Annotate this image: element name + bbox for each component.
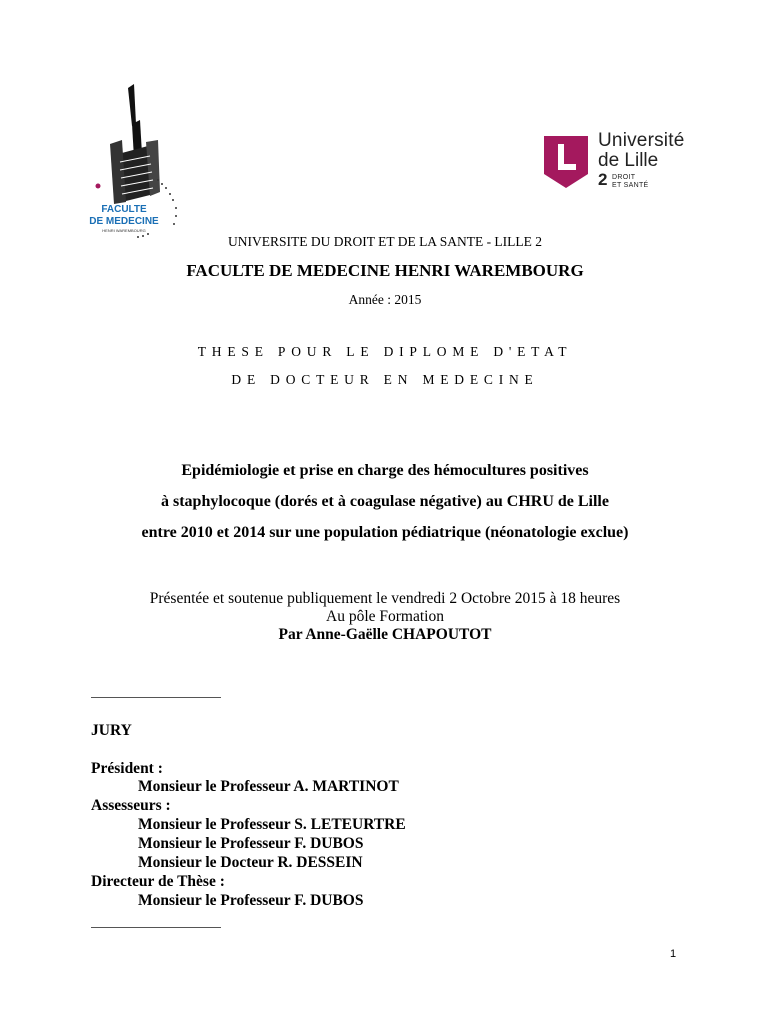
university-name-line2: de Lille <box>598 150 659 171</box>
year-label: Année : 2015 <box>348 292 422 307</box>
svg-text:FACULTE: FACULTE <box>101 204 147 215</box>
jury-heading: JURY <box>91 722 132 739</box>
separator-top <box>91 697 221 698</box>
page-number: 1 <box>670 948 677 960</box>
presentation-line1: Présentée et soutenue publiquement le vendredi 2 Octobre 2015 à 18 heures <box>149 590 621 607</box>
university-name-line1: Université <box>598 130 685 151</box>
university-logo <box>540 130 710 192</box>
university-heading: UNIVERSITE DU DROIT ET DE LA SANTE - LILLE 2 <box>227 234 543 249</box>
title-line1: Epidémiologie et prise en charge des hémocultures positives <box>181 462 589 479</box>
title-line2: à staphylocoque (dorés et à coagulase négative) au CHRU de Lille <box>161 493 609 510</box>
title-line3: entre 2010 et 2014 sur une population pédiatrique (néonatologie exclue) <box>141 524 629 541</box>
separator-bottom <box>91 927 221 928</box>
university-sub2: ET SANTÉ <box>612 182 649 189</box>
svg-text:HENRI WAREMBOURG: HENRI WAREMBOURG <box>102 228 146 233</box>
presentation-line2: Au pôle Formation <box>326 608 444 625</box>
university-emblem-icon <box>540 130 592 192</box>
thesis-line1: THESE POUR LE DIPLOME D'ETAT <box>197 344 573 359</box>
university-sub1: DROIT <box>612 174 636 181</box>
assessor-1: Monsieur le Professeur S. LETEURTRE <box>138 816 406 833</box>
author-line: Par Anne-Gaëlle CHAPOUTOT <box>278 626 492 643</box>
director-name: Monsieur le Professeur F. DUBOS <box>138 892 364 909</box>
director-label: Directeur de Thèse : <box>91 873 225 890</box>
faculty-heading: FACULTE DE MEDECINE HENRI WAREMBOURG <box>186 261 584 280</box>
assessor-2: Monsieur le Professeur F. DUBOS <box>138 835 364 852</box>
faculty-logo <box>88 84 188 244</box>
university-number: 2 <box>598 170 608 189</box>
svg-text:DE MEDECINE: DE MEDECINE <box>89 216 159 227</box>
assessors-label: Assesseurs : <box>91 797 171 814</box>
thesis-line2: DE DOCTEUR EN MEDECINE <box>231 372 539 387</box>
assessor-3: Monsieur le Docteur R. DESSEIN <box>138 854 363 871</box>
president-label: Président : <box>91 760 163 777</box>
president-name: Monsieur le Professeur A. MARTINOT <box>138 778 399 795</box>
